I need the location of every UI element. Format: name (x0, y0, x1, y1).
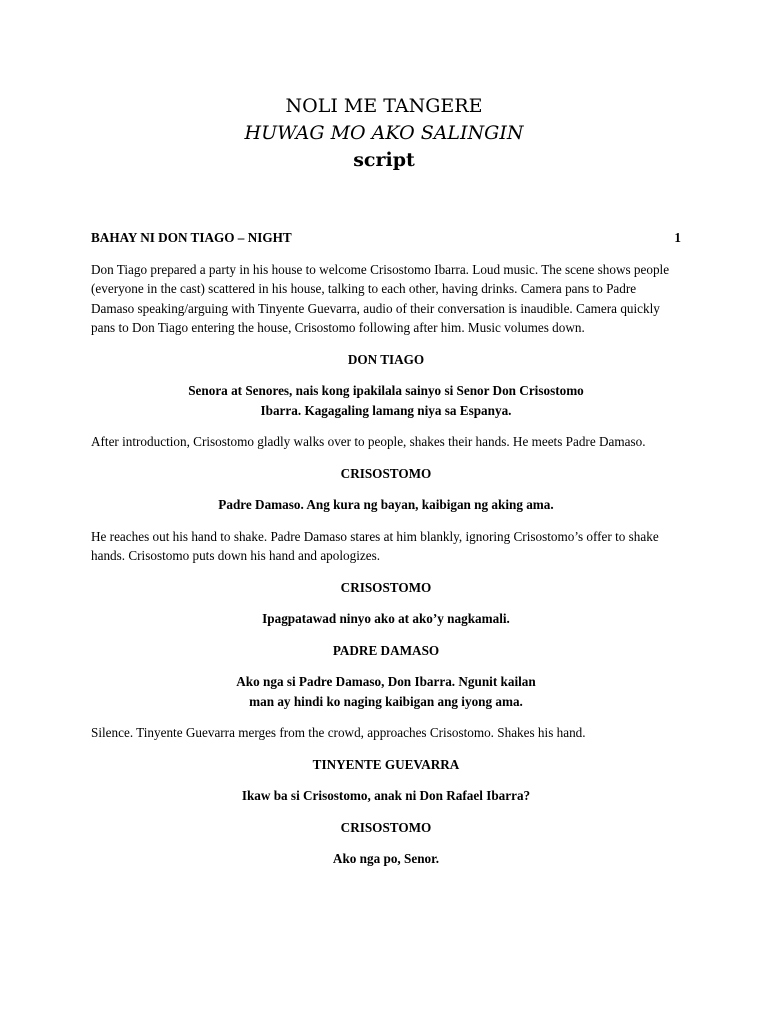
title-block (0, 93, 768, 174)
dialogue-line: man ay hindi ko naging kaibigan ang iyong ama. (249, 693, 523, 709)
script-character (91, 641, 681, 661)
character-line: TINYENTE GUEVARRA (312, 756, 460, 772)
scene-number: 1 (674, 230, 681, 245)
script-action (91, 527, 681, 566)
script-action (91, 723, 681, 743)
script-character (91, 755, 681, 775)
script-character (91, 350, 681, 370)
script-dialogue (91, 849, 681, 869)
script-body (91, 228, 681, 881)
script-character (91, 578, 681, 598)
dialogue-line: Ipagpatawad ninyo ako at ako’y nagkamali. (262, 611, 510, 626)
dialogue-line: Ikaw ba si Crisostomo, anak ni Don Rafael Ibarra? (241, 788, 531, 803)
script-dialogue (91, 786, 681, 806)
script-character (91, 464, 681, 484)
dialogue-line: Ako nga po, Senor. (332, 851, 440, 866)
script-character (91, 818, 681, 838)
script-action (91, 260, 681, 338)
script-dialogue (91, 672, 681, 711)
document-label: script (353, 149, 415, 171)
script-blocks (91, 260, 681, 869)
character-line: PADRE DAMASO (332, 642, 440, 658)
dialogue-line: Ako nga si Padre Damaso, Don Ibarra. Ngunit kailan (236, 674, 536, 689)
document-title: NOLI ME TANGERE (285, 95, 483, 117)
script-dialogue (91, 381, 681, 420)
character-line: CRISOSTOMO (340, 579, 432, 595)
scene-heading-text: BAHAY NI DON TIAGO – NIGHT (91, 230, 292, 245)
dialogue-line: Padre Damaso. Ang kura ng bayan, kaibigan ng aking ama. (218, 497, 554, 512)
action-line: Don Tiago prepared a party in his house to welcome Crisostomo Ibarra. Loud music. The scene shows people (everyone in the cast) scattered in his house, talking to each other, having drinks. Camera pans to Padre Damaso speaking/arguing with Tinyente Guevarra, audio of their conversation is inaudible. Camera quickly pans to Don Tiago entering the house, Crisostomo following after him. Music volumes down. (91, 261, 670, 335)
script-dialogue (91, 609, 681, 629)
script-dialogue (91, 495, 681, 515)
dialogue-line: Ibarra. Kagagaling lamang niya sa Espanya. (260, 402, 512, 418)
action-line: He reaches out his hand to shake. Padre Damaso stares at him blankly, ignoring Crisostomo’s offer to shake hands. Crisostomo puts down his hand and apologizes. (91, 528, 659, 563)
action-line: After introduction, Crisostomo gladly walks over to people, shakes their hands. He meets Padre Damaso. (91, 434, 646, 449)
character-line: CRISOSTOMO (340, 819, 432, 835)
scene-heading (91, 228, 681, 248)
character-line: DON TIAGO (347, 351, 425, 367)
action-line: Silence. Tinyente Guevarra merges from the crowd, approaches Crisostomo. Shakes his hand. (91, 725, 586, 740)
dialogue-line: Senora at Senores, nais kong ipakilala sainyo si Senor Don Crisostomo (188, 383, 584, 398)
document-subtitle: HUWAG MO AKO SALINGIN (244, 122, 524, 144)
character-line: CRISOSTOMO (340, 465, 432, 481)
script-action (91, 432, 681, 452)
